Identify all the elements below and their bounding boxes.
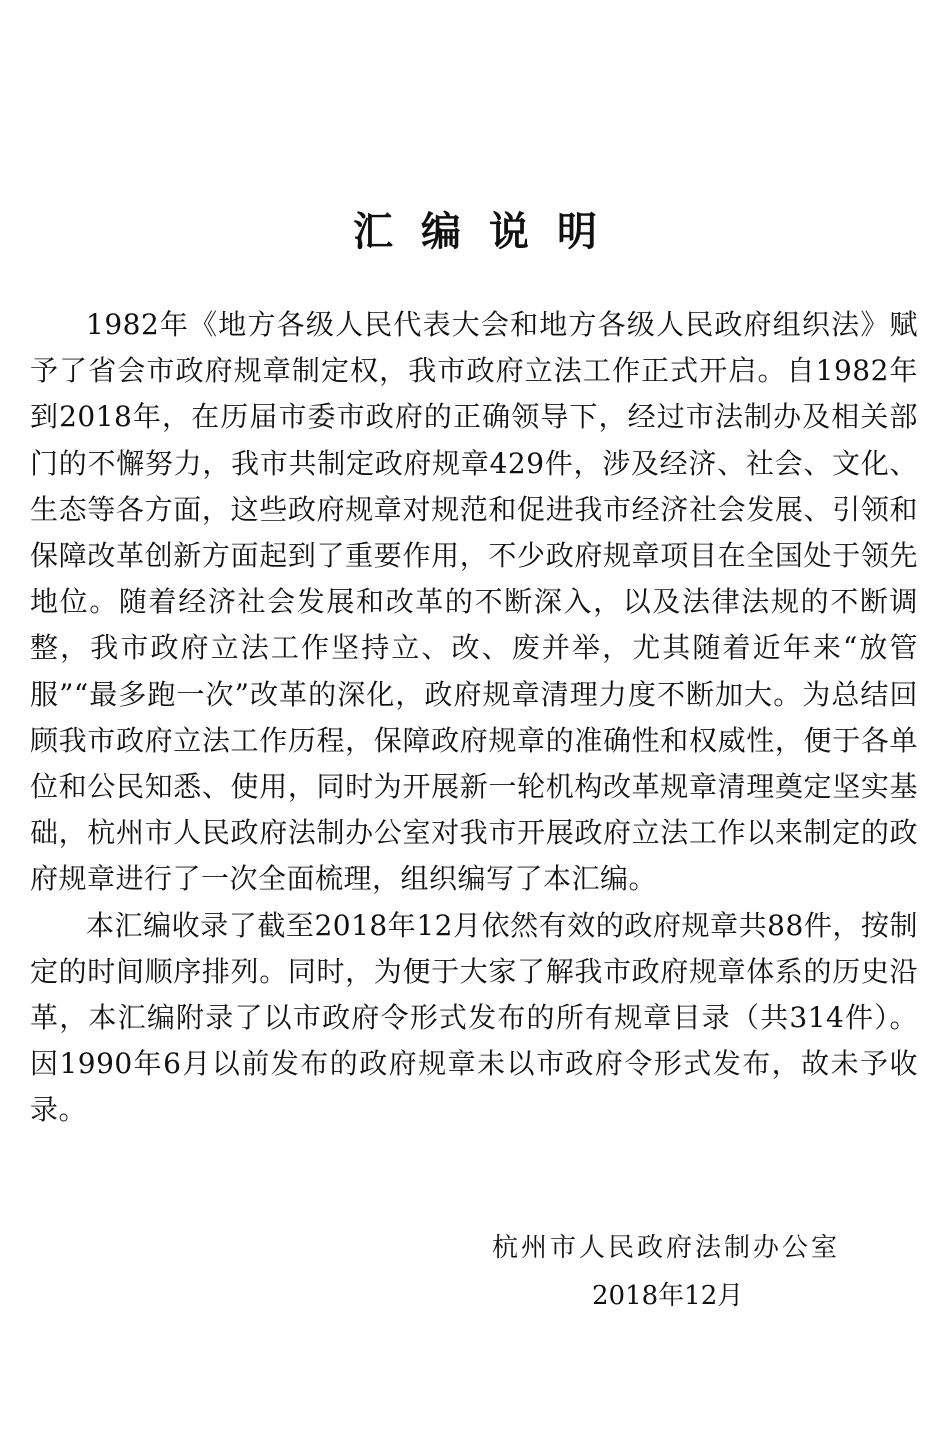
paragraph-2: 本汇编收录了截至2018年12月依然有效的政府规章共88件，按制定的时间顺序排列。同时，为便于大家了解我市政府规章体系的历史沿革，本汇编附录了以市政府令形式发布的所有规章目录（共314件）。因1990年6月以前发布的政府规章未以市政府令形式发布，故未予收录。 [30,908,918,1127]
paragraph-1: 1982年《地方各级人民代表大会和地方各级人民政府组织法》赋予了省会市政府规章制定权，我市政府立法工作正式开启。自1982年到2018年，在历届市委市政府的正确领导下，经过市法制办及相关部门的不懈努力，我市共制定政府规章429件，涉及经济、社会、文化、生态等各方面，这些政府规章对规范和促进我市经济社会发展、引领和保障改革创新方面起到了重要作用，不少政府规章项目在全国处于领先地位。随着经济社会发展和改革的不断深入，以及法律法规的不断调整，我市政府立法工作坚持立、改、废并举，尤其随着近年来“放管服”“最多跑一次”改革的深化，政府规章清理力度不断加大。为总结回顾我市政府立法工作历程，保障政府规章的准确性和权威性，便于各单位和公民知悉、使用，同时为开展新一轮机构改革规章清理奠定坚实基础，杭州市人民政府法制办公室对我市开展政府立法工作以来制定的政府规章进行了一次全面梳理，组织编写了本汇编。 [30,308,918,896]
signature-date: 2018年12月 [592,1281,744,1311]
signature-organization: 杭州市人民政府法制办公室 [492,1233,841,1263]
document-title: 汇编说明 [353,208,625,255]
document-body [30,302,918,1134]
